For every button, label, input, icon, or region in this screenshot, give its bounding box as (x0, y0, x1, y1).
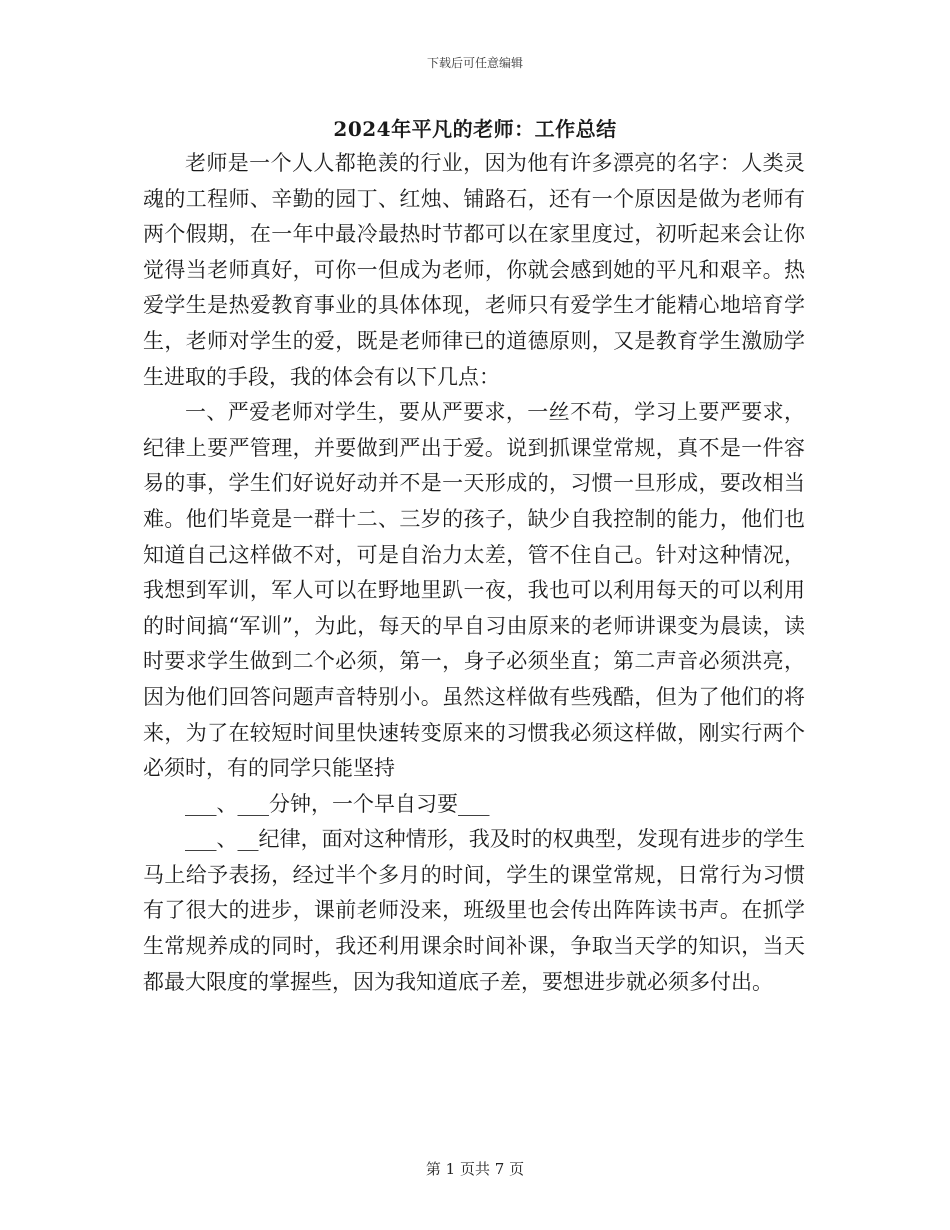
header-note: 下载后可任意编辑 (426, 56, 523, 70)
document-title: 2024年平凡的老师：工作总结 (333, 117, 617, 141)
page-number: 第 1 页共 7 页 (425, 1160, 525, 1178)
paragraph-section-1: 一、严爱老师对学生，要从严要求，一丝不苟，学习上要严要求，纪律上要严管理，并要做到严出于爱。说到抓课堂常规，真不是一件容易的事，学生们好说好动并不是一天形成的，习惯一旦形成，要改相当难。他们毕竟是一群十二、三岁的孩子，缺少自我控制的能力，他们也知道自己这样做不对，可是自治力太差，管不住自己。针对这种情况，我想到军训，军人可以在野地里趴一夜，我也可以利用每天的可以利用的时间搞“军训”，为此，每天的早自习由原来的老师讲课变为晨读，读时要求学生做到二个必须，第一，身子必须坐直；第二声音必须洪亮，因为他们回答问题声音特别小。虽然这样做有些残酷，但为了他们的将来，为了在较短时间里快速转变原来的习惯我必须这样做，刚实行两个必须时，有的同学只能坚持 (143, 400, 805, 781)
paragraph-blank-line-1: ___、___分钟，一个早自习要___ (185, 791, 490, 816)
document-body (143, 146, 805, 1000)
paragraph-blank-line-2: ___、__纪律，面对这种情形，我及时的权典型，发现有进步的学生马上给予表扬，经过半个多月的时间，学生的课堂常规，日常行为习惯有了很大的进步，课前老师没来，班级里也会传出阵阵读书声。在抓学生常规养成的同时，我还利用课余时间补课，争取当天学的知识，当天都最大限度的掌握些，因为我知道底子差，要想进步就必须多付出。 (143, 827, 805, 994)
paragraph-intro: 老师是一个人人都艳羡的行业，因为他有许多漂亮的名字：人类灵魂的工程师、辛勤的园丁、红烛、铺路石，还有一个原因是做为老师有两个假期，在一年中最冷最热时节都可以在家里度过，初听起来会让你觉得当老师真好，可你一但成为老师，你就会感到她的平凡和艰辛。热爱学生是热爱教育事业的具体体现，老师只有爱学生才能精心地培育学生，老师对学生的爱，既是老师律已的道德原则，又是教育学生激励学生进取的手段，我的体会有以下几点： (143, 151, 805, 389)
